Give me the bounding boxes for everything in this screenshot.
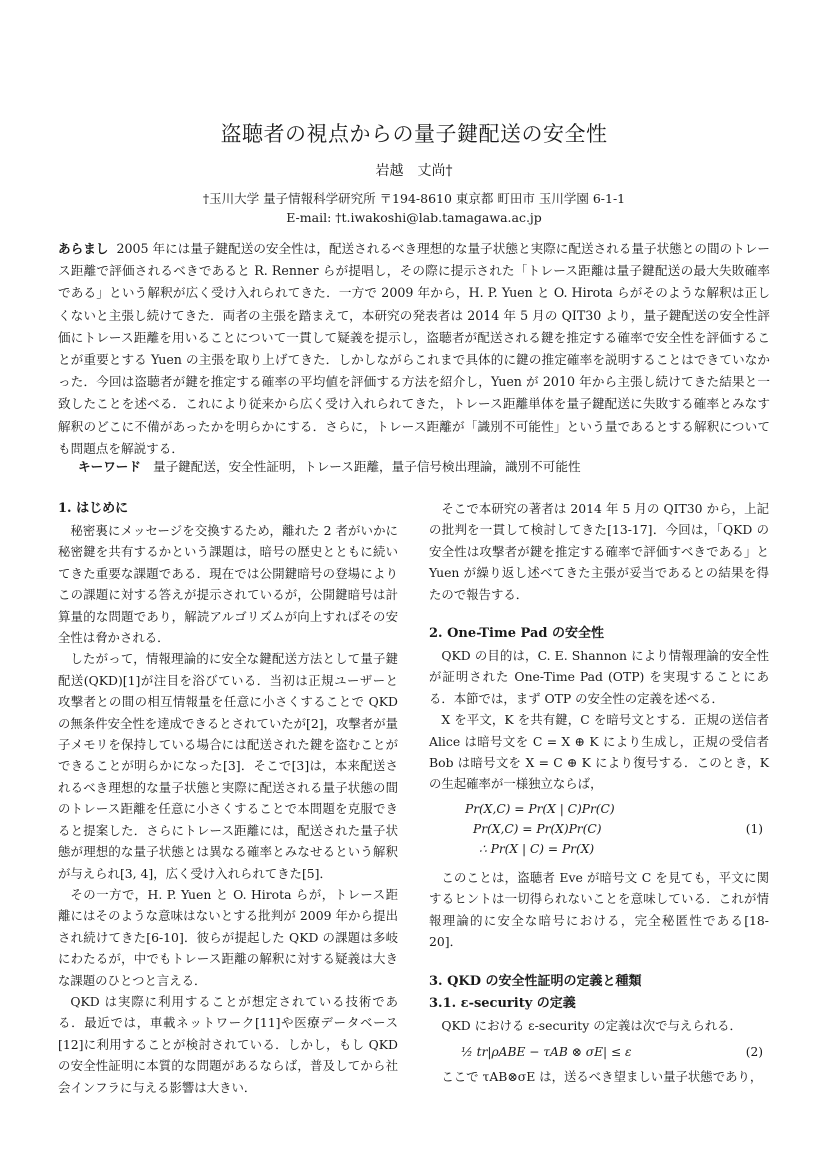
equation-number: (2): [745, 1044, 763, 1059]
paragraph: X を平文，K を共有鍵，C を暗号文とする．正規の送信者 Alice は暗号文を C = X ⊕ K により生成し，正規の受信者 Bob は暗号文を X = C ⊕ K により復号する．このとき，K の生起確率が一様独立ならば，: [429, 712, 769, 792]
equation-2: [429, 1036, 769, 1066]
equation-line: ∴ Pr(X | C) = Pr(X): [479, 841, 595, 856]
email-line: E-mail: †t.iwakoshi@lab.tamagawa.ac.jp: [286, 210, 542, 225]
abstract: [58, 238, 770, 460]
keywords-text: 量子鍵配送，安全性証明，トレース距離，量子信号検出理論，識別不可能性: [152, 459, 581, 474]
left-column: [58, 498, 398, 1098]
section-1-heading: 1. はじめに: [58, 501, 129, 516]
paragraph: そこで本研究の著者は 2014 年 5 月の QIT30 から，上記の批判を一貫して検討してきた[13-17]．今回は，「QKD の安全性は攻撃者が鍵を推定する確率で評価すべきである」と Yuen が繰り返し述べてきた主張が妥当であるとの結果を得たので報告する．: [429, 501, 769, 602]
paragraph: このことは，盗聴者 Eve が暗号文 C を見ても，平文に関するヒントは一切得られないことを意味している．これが情報理論的に安全な暗号における，完全秘匿性である[18-20]．: [429, 869, 769, 950]
paragraph: QKD の目的は，C. E. Shannon により情報理論的安全性が証明された One-Time Pad (OTP) を実現することにある．本節では，まず OTP の安全性の定義を述べる．: [429, 648, 769, 706]
paragraph: 秘密裏にメッセージを交換するため，離れた 2 者がいかに秘密鍵を共有するかという課題は，暗号の歴史とともに続いてきた重要な課題である．現在では公開鍵暗号の登場によりこの課題に対する答えが提示されているが，公開鍵暗号は計算量的な問題であり，解読アルゴリズムが向上すればその安全性は脅かされる．: [58, 523, 398, 646]
paragraph: ここで τAB⊗σE は，送るべき望ましい量子状態であり，: [441, 1068, 763, 1084]
equation-line: Pr(X,C) = Pr(X)Pr(C): [473, 821, 602, 836]
author-name: 岩越 丈尚†: [375, 163, 453, 179]
right-column: [429, 498, 769, 1087]
equation-expression: ½ tr|ρABE − τAB ⊗ σE| ≤ ε: [461, 1044, 632, 1059]
equation-line: Pr(X,C) = Pr(X | C)Pr(C): [465, 801, 615, 816]
keywords: [78, 456, 770, 475]
section-3-1-heading: 3.1. ε-security の定義: [429, 995, 576, 1011]
paper-title: 盗聴者の視点からの量子鍵配送の安全性: [220, 122, 608, 146]
paragraph: その一方で，H. P. Yuen と O. Hirota らが，トレース距離にはそのような意味はないとする批判が 2009 年から提出され続けてきた[6-10]．彼らが提起した QKD の課題は多岐にわたるが，中でもトレース距離の解釈に対する疑義は大きな課題のひとつと言える．: [58, 886, 398, 988]
section-2-heading: 2. One-Time Pad の安全性: [429, 626, 605, 642]
paragraph: したがって，情報理論的に安全な鍵配送方法として量子鍵配送(QKD)[1]が注目を浴びている．当初は正規ユーザーと攻撃者との間の相互情報量を任意に小さくすることで QKD の無条件安全性を達成できるとされていたが[2]，攻撃者が量子メモリを保持している場合には配送された鍵を盗むことができることが明らかになった[3]．そこで[3]は，本来配送されるべき理想的な量子状態と実際に配送される量子状態の間のトレース距離を任意に小さくすることで本問題を克服できると提案した．さらにトレース距離には，配送された量子状態が理想的な量子状態とは異なる確率とみなせるという解釈が与えられ[3, 4]，広く受け入れられてきた[5]．: [58, 651, 398, 881]
keywords-label: キーワード: [78, 459, 141, 474]
affiliation: †玉川大学 量子情報科学研究所 〒194-8610 東京都 町田市 玉川学園 6-1-1: [202, 191, 626, 206]
abstract-label: あらまし: [58, 241, 109, 256]
section-3-heading: 3. QKD の安全性証明の定義と種類: [429, 973, 642, 989]
paragraph: QKD における ε-security の定義は次で与えられる．: [441, 1017, 742, 1033]
equation-1: [429, 795, 769, 867]
abstract-text: 2005 年には量子鍵配送の安全性は，配送されるべき理想的な量子状態と実際に配送される量子状態との間のトレース距離で評価されるべきであると R. Renner らが提唱し，その際に提示された「トレース距離は量子鍵配送の最大失敗確率である」という解釈が広く受け入れられてきた．一方で 2009 年から，H. P. Yuen と O. Hirota らがそのような解釈は正しくないと主張し続けてきた．両者の主張を踏まえて，本研究の発表者は 2014 年 5 月の QIT30 より，量子鍵配送の安全性評価にトレース距離を用いることについて一貫して疑義を提示し，盗聴者が配送される鍵を推定する確率で安全性を評価することが重要とする Yuen の主張を取り上げてきた．しかしながらこれまで具体的に鍵の推定確率を説明することはできていなかった．今回は盗聴者が鍵を推定する確率の平均値を評価する方法を紹介し，Yuen が 2010 年から主張し続けてきた結果と一致したことを述べる．これにより従来から広く受け入れられてきた，トレース距離単体を量子鍵配送に失敗する確率とみなす解釈のどこに不備があったかを明らかにする．さらに，トレース距離が「識別不可能性」という量であるとする解釈についても問題点を解説する．: [58, 241, 771, 456]
paragraph: QKD は実際に利用することが想定されている技術である．最近では，車載ネットワーク[11]や医療データベース[12]に利用することが検討されている．しかし，もし QKD の安全性証明に本質的な問題があるならば，普及してから社会インフラに与える影響は大きい．: [58, 993, 398, 1095]
equation-number: (1): [745, 821, 763, 836]
